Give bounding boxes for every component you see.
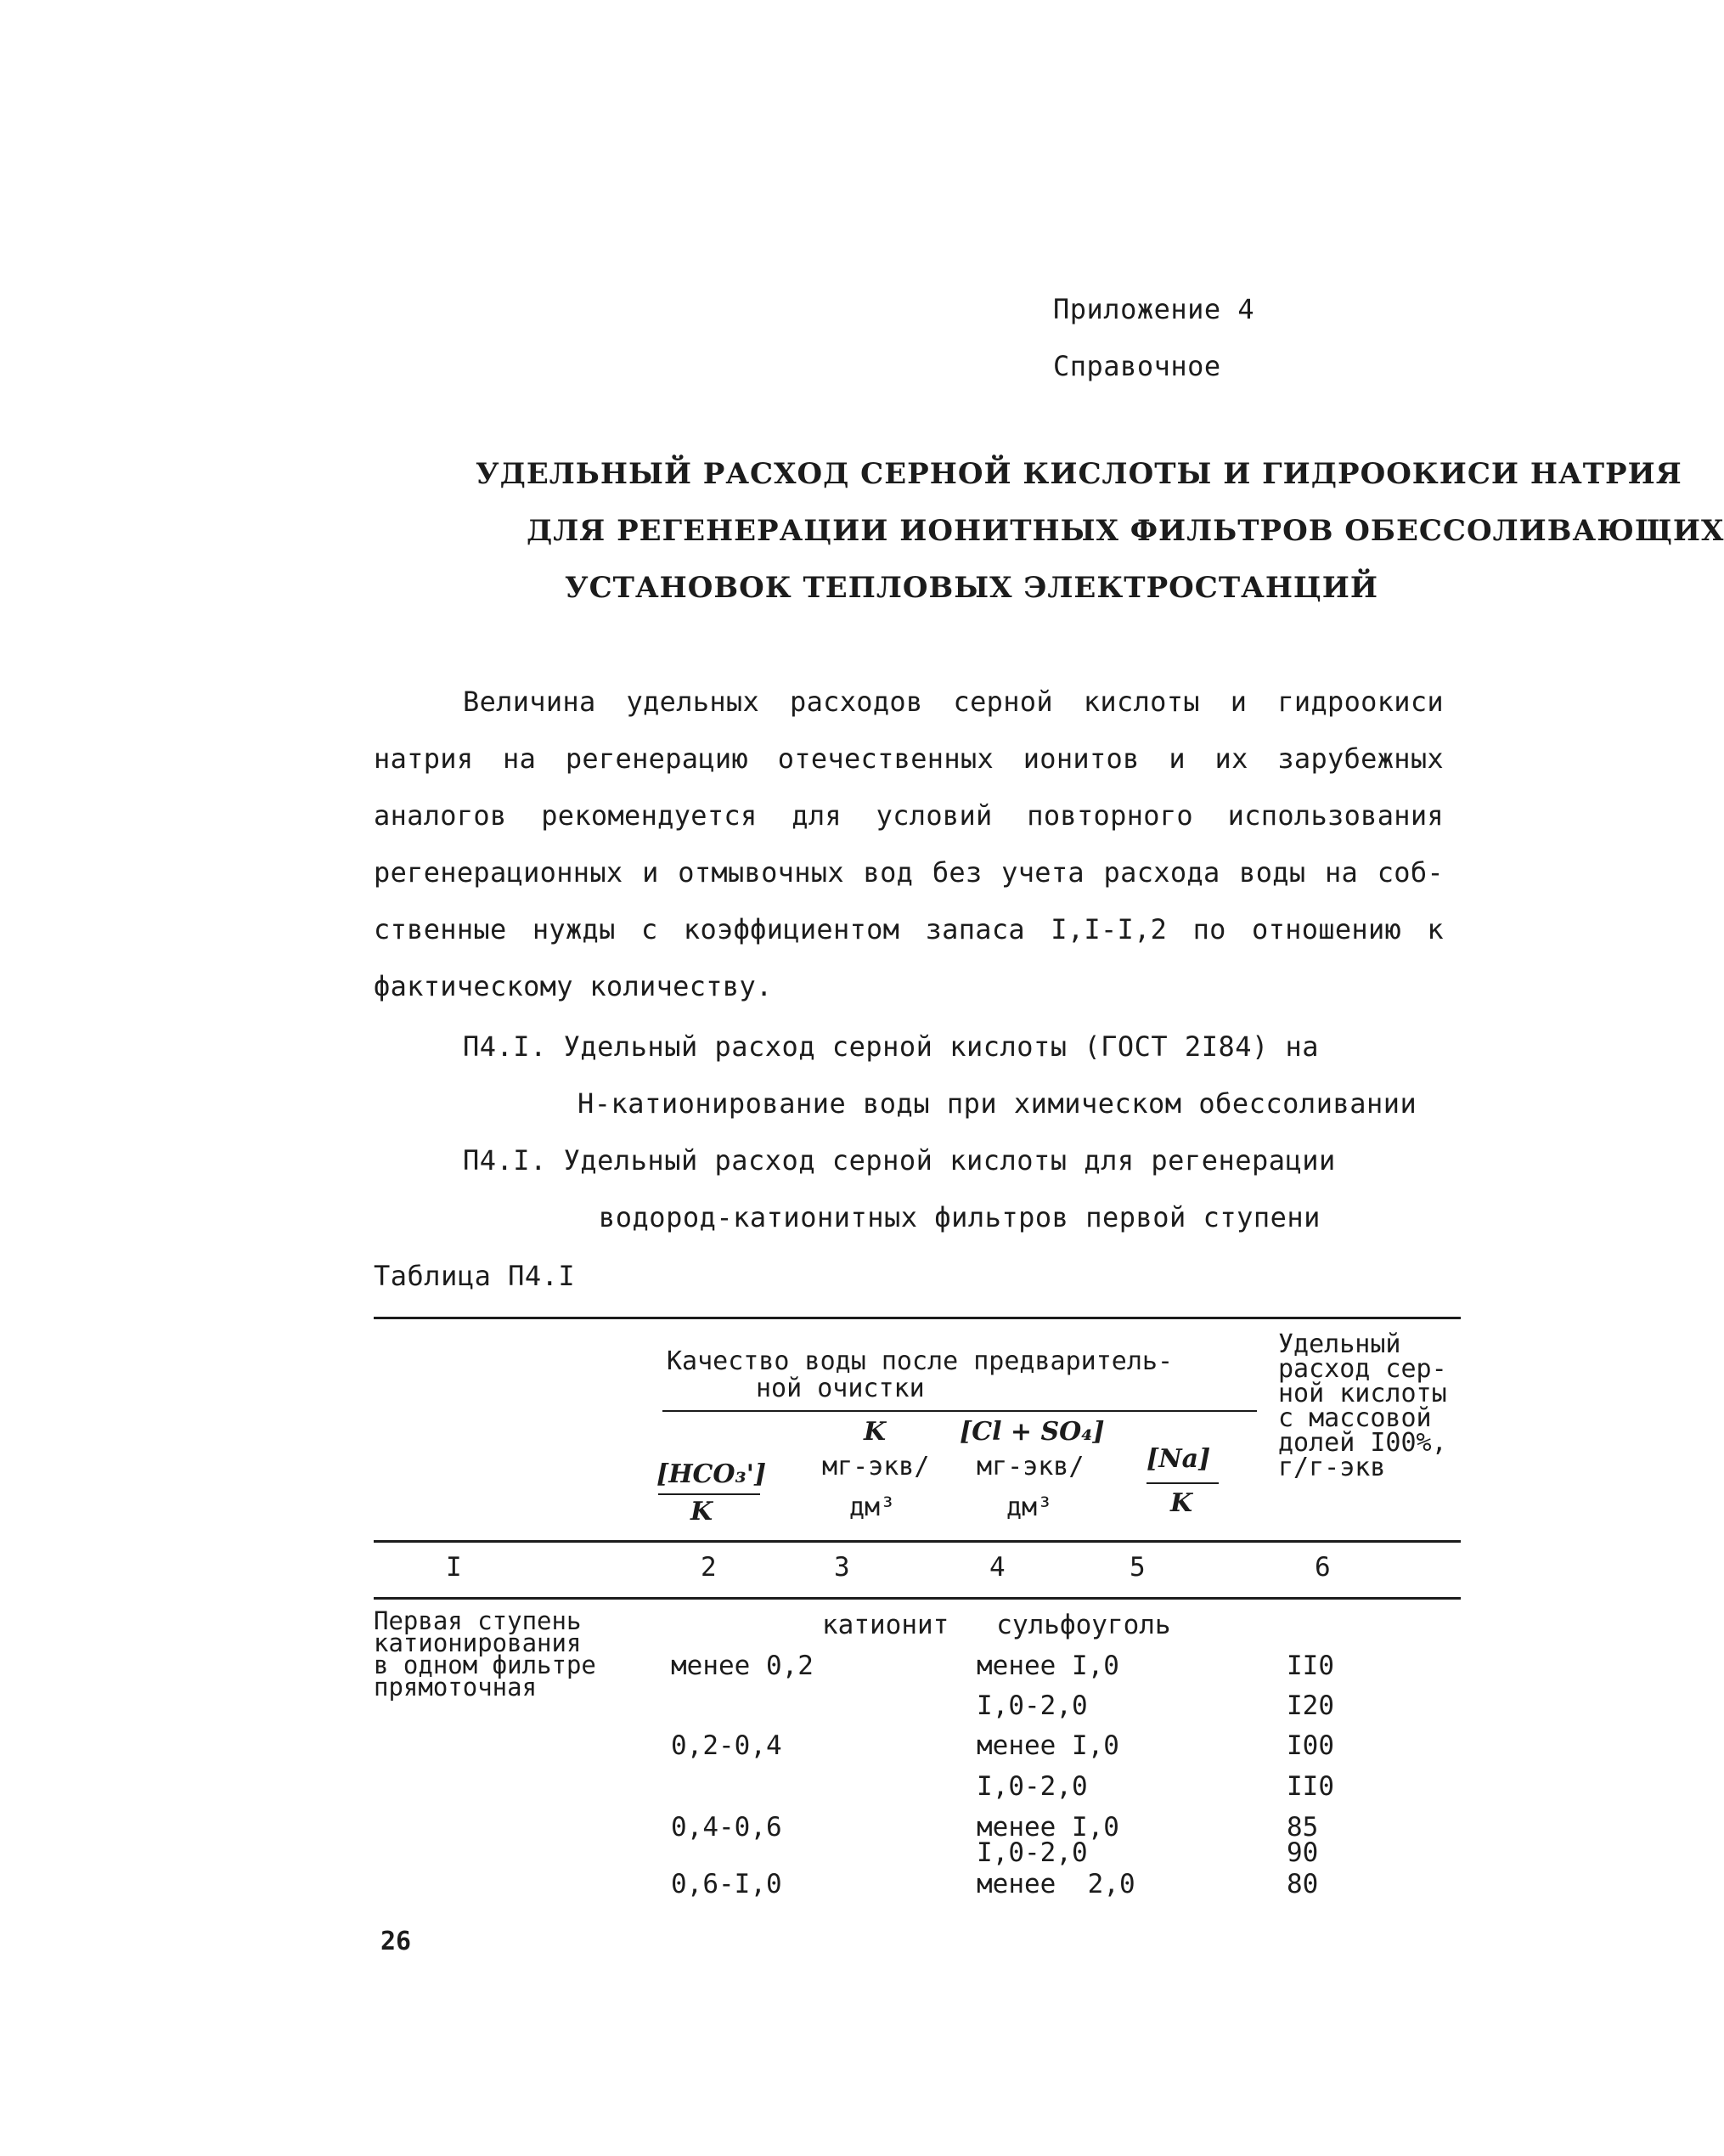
header-bottom-rule [374, 1540, 1461, 1543]
col4-top: [Cl + SO₄] [960, 1417, 1105, 1447]
group-header-line-2: ной очистки [756, 1374, 925, 1403]
appendix-label: Приложение 4 [1053, 293, 1255, 325]
section-heading-1a: П4.I. Удельный расход серной кислоты (ГОСТ 2I84) на [463, 1030, 1320, 1063]
rate-cell: II0 [1287, 1771, 1334, 1802]
col-number: I [446, 1552, 462, 1583]
paragraph-line: ственные нужды с коэффициентом запаса I,I-I,2 по отношению к [374, 913, 1444, 945]
title-line-1: УДЕЛЬНЫЙ РАСХОД СЕРНОЙ КИСЛОТЫ И ГИДРООКИСИ НАТРИЯ [476, 457, 1682, 491]
col6-header-line: с массовой [1278, 1403, 1432, 1433]
col2-denominator: K [690, 1497, 713, 1527]
column-number-rule [374, 1597, 1461, 1600]
ratio-cell: 0,6-I,0 [671, 1869, 782, 1899]
rate-cell: 85 [1287, 1812, 1319, 1843]
col-number: 3 [834, 1552, 850, 1583]
col6-header-line: долей I00%, [1278, 1428, 1447, 1458]
paragraph-line: Величина удельных расходов серной кислоты и гидроокиси [463, 686, 1444, 718]
page-number: 26 [380, 1927, 412, 1956]
col6-header-line: г/г-экв [1278, 1453, 1386, 1482]
cl-cell: менее I,0 [977, 1651, 1119, 1681]
section-heading-1b: Н-катионирование воды при химическом обессоливании [577, 1087, 1417, 1120]
row-label-line: в одном фильтре [374, 1651, 596, 1679]
ratio-cell: 0,2-0,4 [671, 1730, 782, 1761]
row-label [374, 1606, 596, 1702]
section-heading-2b: водород-катионитных фильтров первой ступени [599, 1201, 1321, 1233]
group-header-line-1: Качество воды после предваритель- [667, 1346, 1174, 1376]
table-top-rule [374, 1317, 1461, 1319]
reference-label: Справочное [1053, 350, 1221, 382]
col3-unit-2: дм³ [849, 1493, 896, 1522]
col6-header-line: ной кислоты [1278, 1379, 1447, 1408]
col3-unit: мг-экв/ [822, 1452, 930, 1482]
col-number: 2 [701, 1552, 717, 1583]
cl-cell: I,0-2,0 [977, 1837, 1088, 1868]
rate-cell: II0 [1287, 1651, 1334, 1681]
row-label-line: прямоточная [374, 1673, 538, 1702]
col-number: 4 [989, 1552, 1006, 1583]
paragraph-line: аналогов рекомендуется для условий повторного использования [374, 799, 1444, 832]
cl-cell: I,0-2,0 [977, 1690, 1088, 1721]
rate-cell: I00 [1287, 1730, 1334, 1761]
row-label-line: катионирования [374, 1628, 582, 1657]
rate-cell: 90 [1287, 1837, 1319, 1868]
col6-header-line: Удельный [1278, 1329, 1401, 1359]
cl-cell: I,0-2,0 [977, 1771, 1088, 1802]
ratio-cell: 0,4-0,6 [671, 1812, 782, 1843]
rate-cell: I20 [1287, 1690, 1334, 1721]
rate-cell: 80 [1287, 1869, 1319, 1899]
ratio-cell: менее 0,2 [671, 1651, 814, 1681]
resin-label: катионит сульфоуголь [822, 1610, 1171, 1640]
col-number: 5 [1130, 1552, 1146, 1583]
title-line-2: ДЛЯ РЕГЕНЕРАЦИИ ИОНИТНЫХ ФИЛЬТРОВ ОБЕССОЛИВАЮЩИХ [527, 514, 1724, 548]
cl-cell: менее I,0 [977, 1812, 1119, 1843]
col2-numerator: [HCO₃'] [656, 1459, 767, 1489]
col4-unit-2: дм³ [1006, 1493, 1053, 1522]
col3-top: K [864, 1417, 887, 1447]
group-header-rule [662, 1410, 1257, 1412]
col2-fraction-bar [658, 1493, 760, 1495]
col4-unit: мг-экв/ [977, 1452, 1085, 1482]
col6-header-line: расход сер- [1278, 1354, 1447, 1384]
col5-numerator: [Na] [1147, 1444, 1211, 1474]
section-heading-2a: П4.I. Удельный расход серной кислоты для регенерации [463, 1144, 1336, 1177]
col-number: 6 [1315, 1552, 1331, 1583]
intro-paragraph [374, 674, 1444, 1015]
paragraph-line: регенерационных и отмывочных вод без учета расхода воды на соб- [374, 856, 1444, 889]
cl-cell: менее 2,0 [977, 1869, 1135, 1899]
paragraph-line: фактическому количеству. [374, 970, 773, 1002]
row-label-line: Первая ступень [374, 1606, 582, 1635]
paragraph-line: натрия на регенерацию отечественных ионитов и их зарубежных [374, 742, 1444, 775]
col5-fraction-bar [1147, 1482, 1219, 1484]
col5-denominator: K [1170, 1488, 1193, 1518]
title-line-3: УСТАНОВОК ТЕПЛОВЫХ ЭЛЕКТРОСТАНЦИЙ [565, 571, 1379, 605]
table-label: Таблица П4.I [374, 1260, 576, 1292]
cl-cell: менее I,0 [977, 1730, 1119, 1761]
col6-header [1278, 1329, 1447, 1482]
